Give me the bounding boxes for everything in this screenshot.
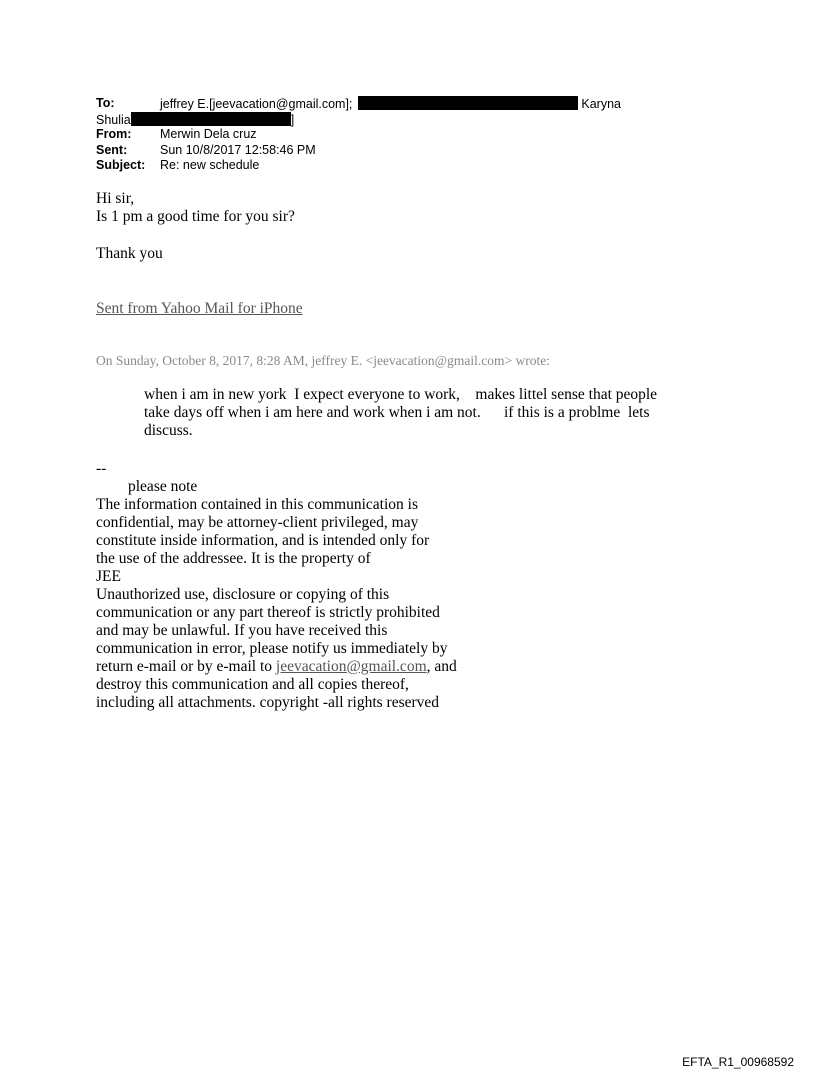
question: Is 1 pm a good time for you sir?	[96, 208, 295, 225]
disclaimer-line: confidential, may be attorney-client privileged, may	[96, 514, 419, 531]
to-label: To:	[96, 96, 115, 110]
quoted-message	[144, 386, 704, 440]
sent-label: Sent:	[96, 142, 128, 157]
quoted-line: take days off when i am here and work when i am not. if this is a problme lets	[144, 404, 650, 421]
quote-attribution: On Sunday, October 8, 2017, 8:28 AM, jeffrey E. <jeevacation@gmail.com> wrote:	[96, 353, 550, 368]
redaction-block	[131, 112, 291, 126]
from-value: Merwin Dela cruz	[160, 127, 257, 141]
yahoo-mail-signature-link[interactable]: Sent from Yahoo Mail for iPhone	[96, 300, 303, 317]
disclaimer-line: communication in error, please notify us immediately by	[96, 640, 448, 657]
thanks: Thank you	[96, 245, 163, 262]
subject-value: Re: new schedule	[160, 158, 260, 172]
email-link[interactable]: jeevacation@gmail.com	[275, 658, 427, 675]
disclaimer-return-line	[96, 658, 496, 676]
to-continuation-prefix: Shulia	[96, 112, 131, 127]
disclaimer-line: constitute inside information, and is intended only for	[96, 532, 430, 549]
greeting: Hi sir,	[96, 190, 135, 207]
document-id: EFTA_R1_00968592	[682, 1055, 794, 1069]
disclaimer-line: destroy this communication and all copies thereof,	[96, 676, 409, 693]
disclaimer-block	[96, 460, 496, 712]
redaction-block	[358, 96, 578, 110]
disclaimer-line: the use of the addressee. It is the property of	[96, 550, 371, 567]
disclaimer-line: The information contained in this communication is	[96, 496, 418, 513]
to-extra-recipient: Karyna	[581, 97, 621, 111]
disclaimer-line: and may be unlawful. If you have received this	[96, 622, 388, 639]
disclaimer-line: JEE	[96, 568, 121, 585]
to-value: jeffrey E.[jeevacation@gmail.com];	[160, 97, 353, 111]
disclaimer-line: communication or any part thereof is strictly prohibited	[96, 604, 440, 621]
return-suffix: , and	[426, 658, 457, 675]
separator: --	[96, 460, 107, 477]
from-label: From:	[96, 127, 132, 141]
disclaimer-line: Unauthorized use, disclosure or copying of this	[96, 586, 390, 603]
return-prefix: return e-mail or by e-mail to	[96, 658, 276, 675]
subject-label: Subject:	[96, 158, 146, 172]
quoted-line: discuss.	[144, 422, 193, 439]
quoted-line: when i am in new york I expect everyone to work, makes littel sense that people	[144, 386, 658, 403]
disclaimer-line: including all attachments. copyright -all rights reserved	[96, 694, 440, 711]
to-continuation-suffix: ]	[290, 112, 295, 127]
sent-value: Sun 10/8/2017 12:58:46 PM	[160, 142, 316, 157]
please-note: please note	[128, 478, 198, 495]
